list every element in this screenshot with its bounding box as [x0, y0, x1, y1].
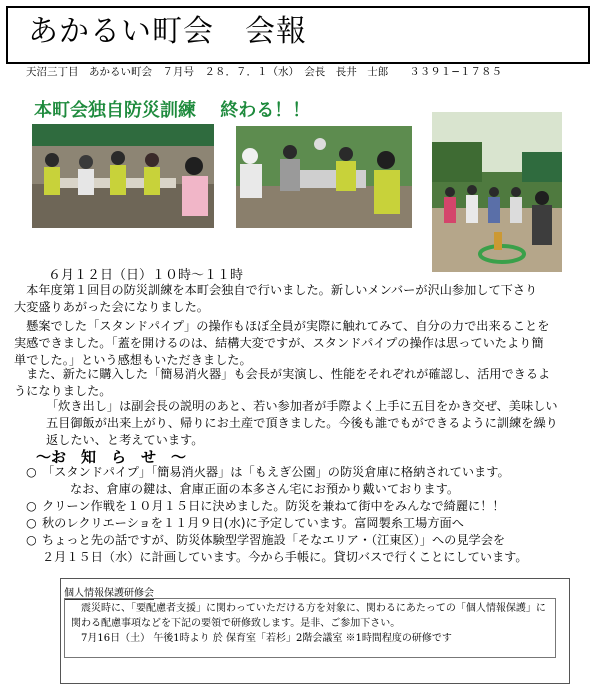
privacy-line: 7月16日（土） 午後1時より 於 保育室「若杉」2階会議室 ※1時間程度の研修です — [81, 633, 452, 644]
notice-line: 「スタンドパイプ」「簡易消火器」は「もえぎ公園」の防災倉庫に格納されています。 — [42, 465, 510, 479]
notice-bullet-marker: ○ — [26, 465, 37, 479]
report-paragraph — [14, 366, 550, 400]
notice-bullet-marker: ○ — [26, 533, 37, 547]
notice-line: ２月１５日（水）に計画しています。今から手帳に。貸切バスで行くことにしています。 — [42, 550, 528, 564]
paragraph-line: 五目御飯が出来上がり、帰りにお土産で頂きました。今後も誰でもができるように訓練を繰り — [46, 416, 558, 430]
paragraph-line: 本年度第１回目の防災訓練を本町会独自で行いました。新しいメンバーが沢山参加して下さり — [14, 283, 538, 297]
paragraph-line: 単でした。」という感想もいただきました。 — [14, 353, 252, 367]
drill-photo-1 — [32, 124, 214, 228]
issue-info: 天沼三丁目 あかるい町会 ７月号 ２８．７．１（水） 会長 長井 士郎 ３３９１−１７８５ — [26, 66, 503, 78]
privacy-line: 関わる配慮事項などを下記の要領で研修致します。是非、ご参加下さい。 — [71, 618, 401, 629]
drill-photo-2 — [236, 126, 412, 228]
article-headline: 本町会独自防災訓練 終わる！！ — [34, 100, 311, 121]
event-date: ６月１２日（日）１０時〜１１時 — [48, 268, 244, 283]
privacy-training-title: 個人情報保護研修会 — [64, 584, 154, 600]
paragraph-line: 懸案でした「スタンドパイプ」の操作もほぼ全員が実際に触れてみて、自分の力で出来ることを — [14, 319, 550, 333]
report-paragraph — [14, 318, 549, 369]
paragraph-line: 返したい、と考えています。 — [46, 433, 204, 447]
paragraph-line: 「炊き出し」は副会長の説明のあと、若い参加者が手際よく上手に五目をかき交ぜ、美味しい — [46, 399, 558, 413]
notice-bullet-marker: ○ — [26, 499, 37, 513]
notice-line: なお、倉庫の鍵は、倉庫正面の本多さん宅にお預かり戴いております。 — [70, 482, 460, 496]
notice-item — [42, 464, 510, 498]
drill-photo-3 — [432, 112, 562, 272]
notices-heading: 〜お 知 ら せ 〜 — [36, 448, 187, 466]
notice-line: 秋のレクリエーショを１１月９日(水)に予定しています。富岡製糸工場方面へ — [42, 516, 464, 530]
notice-bullet-marker: ○ — [26, 516, 37, 530]
paragraph-line: うになりました。 — [14, 384, 112, 398]
paragraph-line: 大変盛りあがった会になりました。 — [14, 300, 209, 314]
paragraph-line: また、新たに購入した「簡易消火器」も会長が実演し、性能をそれぞれが確認し、活用できるよ — [14, 367, 551, 381]
report-paragraph — [46, 398, 558, 449]
notice-line: ちょっと先の話ですが、防災体験型学習施設「そなエリア・（江東区）」への見学会を — [42, 533, 506, 547]
paragraph-line: 実感できました。「蓋を開けるのは、結構大変ですが、スタンドパイプの操作は思っていたより簡 — [14, 336, 544, 350]
newsletter-title: あかるい町会 会報 — [28, 14, 307, 49]
privacy-line: 震災時に、「要配慮者支援」に関わっていただける方を対象に、関わるにあたっての「個人情報保護」に — [81, 603, 546, 614]
privacy-training-details — [64, 598, 556, 658]
notice-item — [42, 532, 528, 566]
notice-item — [42, 498, 505, 515]
report-paragraph — [14, 282, 537, 316]
notice-line: クリーン作戦を１０月１５日に決めました。防災を兼ねて街中をみんなで綺麗に！！ — [42, 499, 505, 513]
notice-item — [42, 515, 464, 532]
